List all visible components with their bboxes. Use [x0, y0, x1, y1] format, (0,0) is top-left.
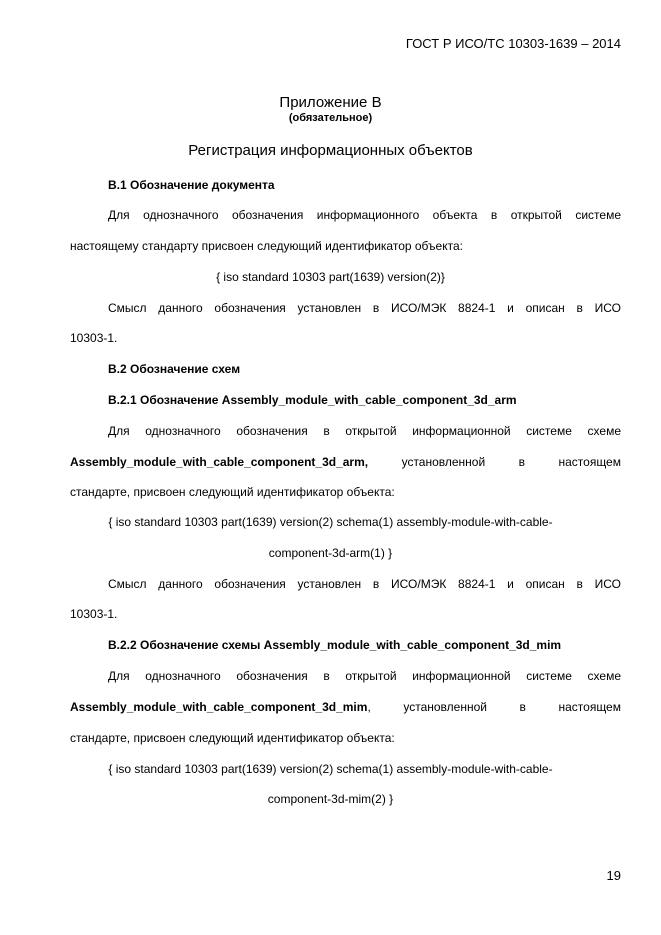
- b1-identifier: { iso standard 10303 part(1639) version(2)}: [216, 270, 445, 284]
- b21-heading: В.2.1 Обозначение Assembly_module_with_cable_component_3d_arm: [108, 393, 517, 407]
- b21-paragraph2-line2: 10303-1.: [70, 607, 118, 621]
- section-title: Регистрация информационных объектов: [188, 142, 473, 159]
- b22-identifier-line1: { iso standard 10303 part(1639) version(2) schema(1) assembly-module-with-cable-: [108, 762, 553, 776]
- b22-identifier-line2: component-3d-mim(2) }: [267, 792, 394, 806]
- appendix-subtitle: (обязательное): [288, 112, 373, 124]
- b21-paragraph1-line2-rest: установленной в настоящем: [401, 455, 621, 469]
- b21-identifier-line2: component-3d-arm(1) }: [268, 546, 393, 560]
- b2-heading: В.2 Обозначение схем: [108, 362, 241, 376]
- b22-paragraph1-line1: Для однозначного обозначения в открытой информационной системе схеме: [108, 669, 621, 683]
- document-header: ГОСТ Р ИСО/ТС 10303-1639 – 2014: [405, 36, 621, 51]
- b1-paragraph2-line1: Смысл данного обозначения установлен в ИСО/МЭК 8824-1 и описан в ИСО: [108, 301, 621, 315]
- b1-heading: В.1 Обозначение документа: [108, 178, 275, 192]
- b22-paragraph1-line3: стандарте, присвоен следующий идентификатор объекта:: [70, 731, 395, 745]
- b21-schema-name: Assembly_module_with_cable_component_3d_arm,: [70, 455, 369, 469]
- b21-identifier-line1: { iso standard 10303 part(1639) version(2) schema(1) assembly-module-with-cable-: [108, 515, 553, 529]
- page-number: 19: [606, 868, 621, 883]
- b22-comma: ,: [367, 700, 371, 714]
- b21-paragraph2-line1: Смысл данного обозначения установлен в ИСО/МЭК 8824-1 и описан в ИСО: [108, 577, 621, 591]
- b1-paragraph1-line1: Для однозначного обозначения информационного объекта в открытой системе: [108, 208, 621, 222]
- b21-paragraph1-line3: стандарте, присвоен следующий идентификатор объекта:: [70, 485, 395, 499]
- b22-heading: В.2.2 Обозначение схемы Assembly_module_with_cable_component_3d_mim: [108, 638, 562, 652]
- b22-paragraph1-line2-rest: установленной в настоящем: [403, 700, 621, 714]
- b22-paragraph1-line2: [70, 700, 621, 714]
- b22-schema-name: Assembly_module_with_cable_component_3d_mim: [70, 700, 368, 714]
- appendix-title: Приложение В: [279, 94, 382, 111]
- b21-paragraph1-line2: [70, 455, 621, 469]
- b21-paragraph1-line1: Для однозначного обозначения в открытой информационной системе схеме: [108, 424, 621, 438]
- b1-paragraph1-line2: настоящему стандарту присвоен следующий идентификатор объекта:: [70, 239, 463, 253]
- b1-paragraph2-line2: 10303-1.: [70, 331, 118, 345]
